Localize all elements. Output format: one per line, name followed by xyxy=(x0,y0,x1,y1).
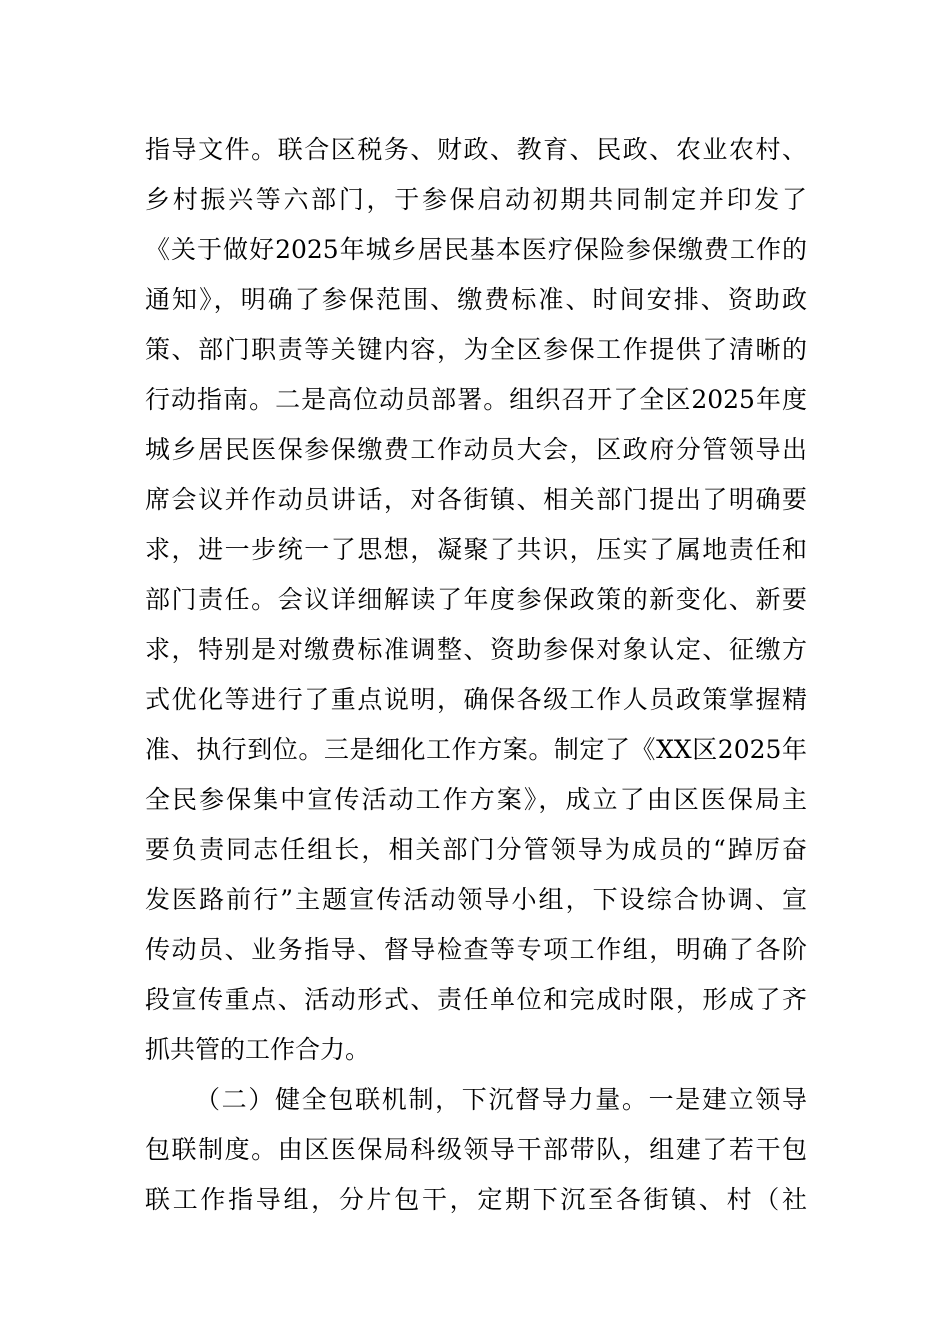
text-line: 式优化等进行了重点说明，确保各级工作人员政策掌握精 xyxy=(145,685,807,714)
text-line: 策、部门职责等关键内容，为全区参保工作提供了清晰的 xyxy=(145,335,807,364)
text-line: 求，特别是对缴费标准调整、资助参保对象认定、征缴方 xyxy=(145,635,807,664)
text-line: 抓共管的工作合力。 xyxy=(145,1035,371,1064)
text-line: 指导文件。联合区税务、财政、教育、民政、农业农村、 xyxy=(145,135,807,164)
text-line: 部门责任。会议详细解读了年度参保政策的新变化、新要 xyxy=(145,585,807,614)
text-line: 乡村振兴等六部门，于参保启动初期共同制定并印发了 xyxy=(145,185,807,214)
section-heading-line: （二）健全包联机制，下沉督导力量。一是建立领导 xyxy=(195,1085,807,1114)
text-line: 求，进一步统一了思想，凝聚了共识，压实了属地责任和 xyxy=(145,535,807,564)
text-line: 传动员、业务指导、督导检查等专项工作组，明确了各阶 xyxy=(145,935,807,964)
text-line: 城乡居民医保参保缴费工作动员大会，区政府分管领导出 xyxy=(145,435,807,464)
text-line: 席会议并作动员讲话，对各街镇、相关部门提出了明确要 xyxy=(145,485,807,514)
text-line: 发医路前行”主题宣传活动领导小组，下设综合协调、宣 xyxy=(145,885,807,914)
text-line: 《关于做好2025年城乡居民基本医疗保险参保缴费工作的 xyxy=(145,235,807,264)
text-line: 全民参保集中宣传活动工作方案》，成立了由区医保局主 xyxy=(145,785,807,814)
document-body xyxy=(145,125,807,1225)
text-line: 行动指南。二是高位动员部署。组织召开了全区2025年度 xyxy=(145,385,807,414)
text-line: 包联制度。由区医保局科级领导干部带队，组建了若干包 xyxy=(145,1135,807,1164)
text-line: 通知》，明确了参保范围、缴费标准、时间安排、资助政 xyxy=(145,285,807,314)
text-line: 段宣传重点、活动形式、责任单位和完成时限，形成了齐 xyxy=(145,985,807,1014)
text-line: 准、执行到位。三是细化工作方案。制定了《XX区2025年 xyxy=(145,735,807,764)
text-line: 要负责同志任组长，相关部门分管领导为成员的“踔厉奋 xyxy=(145,835,807,864)
text-line: 联工作指导组，分片包干，定期下沉至各街镇、村（社 xyxy=(145,1185,807,1214)
